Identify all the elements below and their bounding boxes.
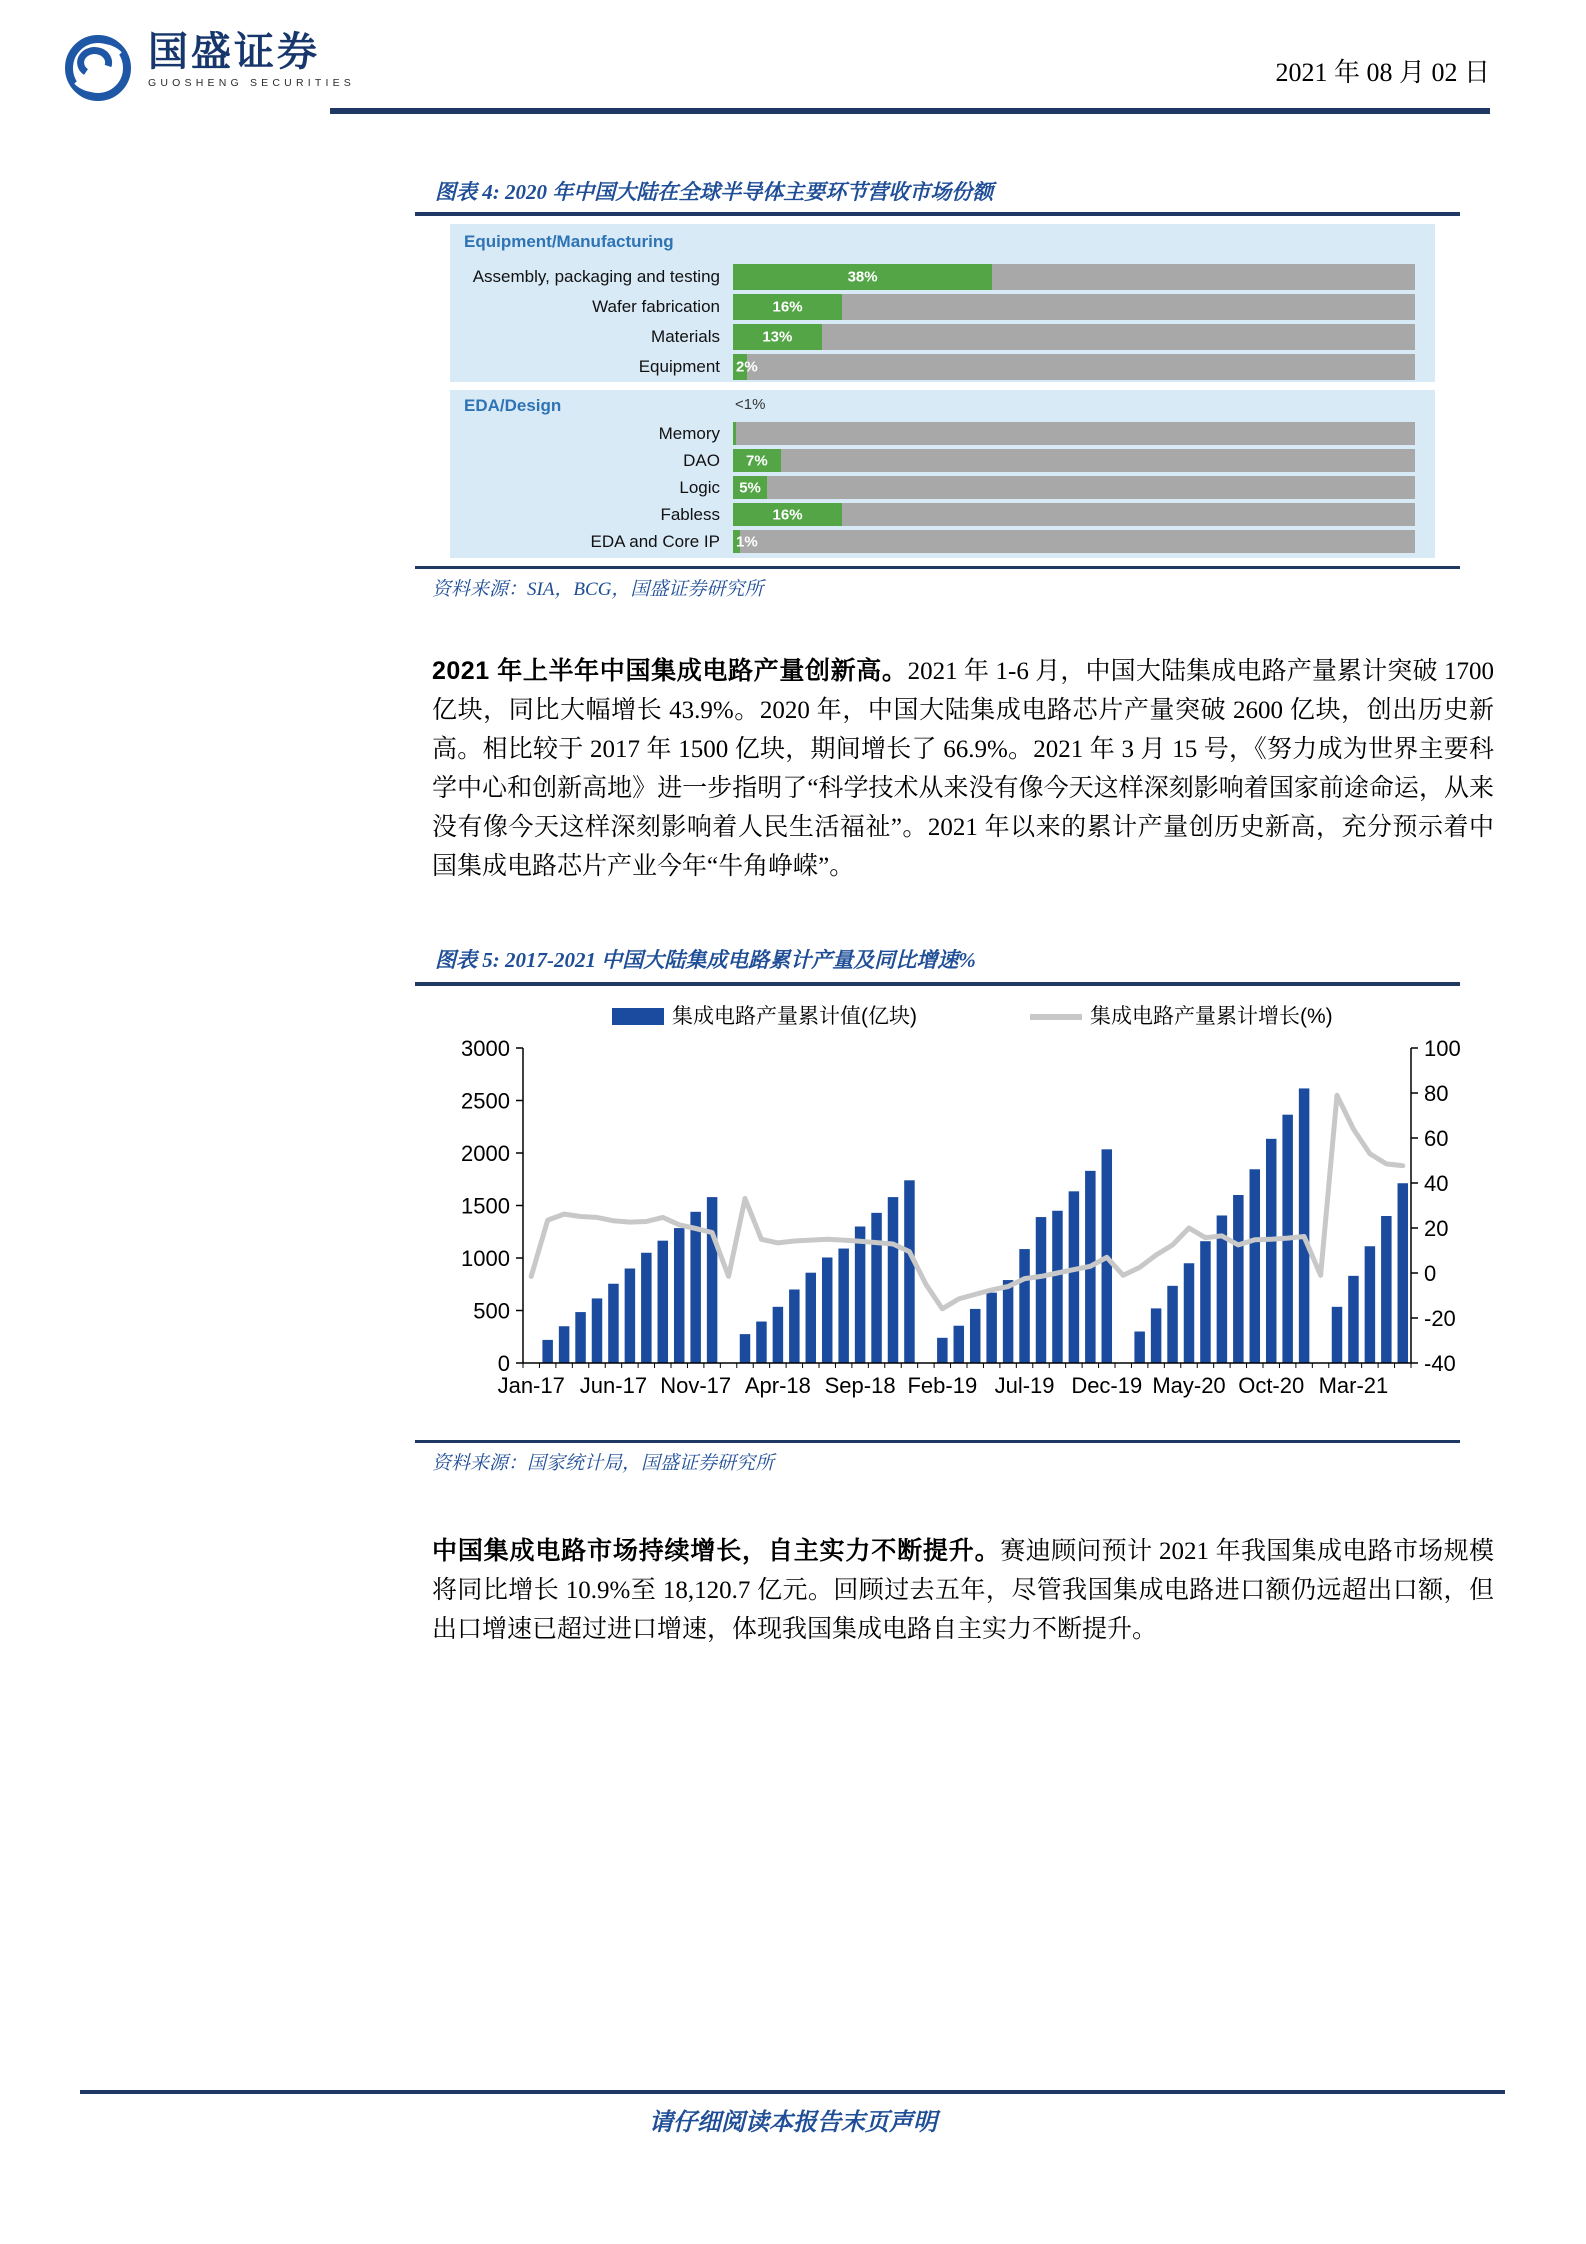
bar-Jul-19 xyxy=(1019,1249,1030,1363)
bar-value-label: 2% xyxy=(736,358,758,376)
x-tick-label: Mar-21 xyxy=(1318,1373,1389,1398)
bar-label: DAO xyxy=(683,450,720,470)
figure4-bar-row xyxy=(450,530,1435,553)
bar-Mar-18 xyxy=(756,1322,767,1363)
figure4-bar-row xyxy=(450,422,1435,445)
legend-bar-label: 集成电路产量累计值(亿块) xyxy=(672,1005,917,1028)
figure5-caption: 图表 5: 2017-2021 中国大陆集成电路累计产量及同比增速% xyxy=(435,948,976,972)
figure5-source-rule xyxy=(415,1440,1460,1443)
bar-track xyxy=(733,324,1415,350)
bar-label: Fabless xyxy=(660,504,720,524)
left-tick-label: 0 xyxy=(497,1351,510,1376)
x-tick-label: Oct-20 xyxy=(1238,1373,1305,1398)
bar-Apr-17 xyxy=(575,1312,586,1363)
bar-Mar-17 xyxy=(559,1326,570,1363)
right-tick-label: 100 xyxy=(1424,1036,1461,1061)
x-tick-label: Jun-17 xyxy=(579,1373,648,1398)
paragraph-ic-output-record xyxy=(432,652,1494,886)
bar-Oct-17 xyxy=(674,1228,685,1363)
bar-Feb-17 xyxy=(542,1340,552,1363)
logo-text-en: GUOSHENG SECURITIES xyxy=(148,77,355,89)
figure4-section-eda xyxy=(450,390,1435,558)
bar-Apr-21 xyxy=(1365,1246,1376,1363)
figure5-chart-svg xyxy=(420,998,1480,1430)
bar-Mar-19 xyxy=(954,1326,965,1363)
bar-track xyxy=(733,476,1415,499)
figure4-caption-rule xyxy=(415,212,1460,216)
bar-Jun-20 xyxy=(1200,1241,1211,1363)
x-tick-label: Jan-17 xyxy=(497,1373,565,1398)
footer-rule xyxy=(80,2090,1505,2094)
bar-Feb-19 xyxy=(937,1338,948,1363)
header xyxy=(62,32,355,109)
x-tick-label: Dec-19 xyxy=(1071,1373,1143,1398)
bar-label: Memory xyxy=(658,423,720,443)
footer-disclaimer: 请仔细阅读本报告末页声明 xyxy=(649,2110,937,2136)
bar-track xyxy=(733,530,1415,553)
left-tick-label: 2000 xyxy=(461,1141,510,1166)
bar-Nov-18 xyxy=(888,1197,899,1363)
bar-track xyxy=(733,354,1415,380)
x-tick-label: Apr-18 xyxy=(744,1373,811,1398)
bar-Oct-20 xyxy=(1266,1139,1277,1363)
figure4-bar-row xyxy=(450,354,1435,380)
bar-Jun-17 xyxy=(608,1284,619,1363)
figure5-caption-rule xyxy=(415,982,1460,986)
bar-label: Assembly, packaging and testing xyxy=(472,267,720,286)
paragraph-lead: 中国集成电路市场持续增长，自主实力不断提升。 xyxy=(432,1537,1001,1565)
left-tick-label: 500 xyxy=(473,1298,510,1324)
bar-Apr-18 xyxy=(773,1307,784,1363)
x-tick-label: Jul-19 xyxy=(994,1373,1055,1398)
bar-label: EDA and Core IP xyxy=(590,531,720,551)
bar-Aug-19 xyxy=(1036,1217,1047,1363)
bar-value-label: 16% xyxy=(772,506,803,523)
figure5-combo-chart xyxy=(420,998,1480,1430)
bar-Nov-17 xyxy=(690,1212,701,1363)
legend-line-label: 集成电路产量累计增长(%) xyxy=(1090,1005,1333,1028)
bar-Aug-18 xyxy=(838,1249,849,1363)
bar-Mar-21 xyxy=(1348,1276,1359,1363)
paragraph-body: 赛迪顾问预计 2021 年我国集成电路市场规模将同比增长 10.9%至 18,120.7 亿元。回顾过去五年，尽管我国集成电路进口额仍远超出口额，但出口增速已超过进口增速，体现我国集成电路自主实力不断提升。 xyxy=(432,1538,1494,1643)
right-tick-label: -40 xyxy=(1424,1351,1456,1376)
bar-Dec-17 xyxy=(707,1197,718,1363)
x-tick-label: May-20 xyxy=(1152,1373,1226,1398)
figure4-bar-row xyxy=(450,294,1435,320)
bar-Oct-18 xyxy=(871,1213,882,1363)
bar-May-19 xyxy=(986,1293,997,1363)
bar-Feb-18 xyxy=(740,1334,751,1363)
x-tick-label: Feb-19 xyxy=(907,1373,978,1398)
figure4-bar-row xyxy=(450,449,1435,472)
bar-Aug-17 xyxy=(641,1253,652,1363)
paragraph-body: 2021 年 1-6 月，中国大陆集成电路产量累计突破 1700 亿块，同比大幅增长 43.9%。2020 年，中国大陆集成电路芯片产量突破 2600 亿块，创出历史新高。相比较于 2017 年 1500 亿块，期间增长了 66.9%。2021 年 3 月 15 号，《努力成为世界主要科学中心和创新高地》进一步指明了“科学技术从来没有像今天这样深刻影响着国家前途命运，从来没有像今天这样深刻影响着人民生活福祉”。2021 年以来的累计产量创历史新高，充分预示着中国集成电路芯片产业今年“牛角峥嵘”。 xyxy=(432,658,1495,880)
bar-Jul-18 xyxy=(822,1257,833,1363)
logo-text-cn: 国盛证券 xyxy=(148,30,320,74)
left-tick-label: 1000 xyxy=(461,1246,510,1271)
bar-label: Materials xyxy=(651,327,720,346)
bar-value-label: 7% xyxy=(746,452,768,469)
bar-Jun-21 xyxy=(1398,1183,1409,1363)
bar-Apr-20 xyxy=(1167,1286,1178,1363)
header-rule xyxy=(330,108,1490,114)
bar-Jun-19 xyxy=(1003,1280,1014,1363)
figure4-bar-row xyxy=(450,476,1435,499)
bar-Oct-19 xyxy=(1069,1191,1080,1363)
bar-Apr-19 xyxy=(970,1309,981,1363)
bar-Mar-20 xyxy=(1151,1308,1162,1363)
guosheng-logo-icon xyxy=(62,32,134,109)
x-tick-label: Sep-18 xyxy=(824,1373,896,1398)
left-tick-label: 3000 xyxy=(461,1036,510,1061)
legend-bar-swatch xyxy=(612,1008,664,1025)
bar-label: Logic xyxy=(679,477,720,497)
bar-track xyxy=(733,449,1415,472)
figure4-bar-row xyxy=(450,503,1435,526)
bar-Sep-19 xyxy=(1052,1211,1063,1363)
bar-Jun-18 xyxy=(806,1273,817,1363)
left-tick-label: 2500 xyxy=(461,1088,510,1114)
x-tick-label: Nov-17 xyxy=(660,1373,732,1398)
bar-Sep-18 xyxy=(855,1227,866,1364)
figure4-source-rule xyxy=(415,566,1460,569)
figure5-source: 资料来源：国家统计局，国盛证券研究所 xyxy=(432,1453,775,1474)
bar-value-label: 13% xyxy=(762,328,793,346)
right-tick-label: 80 xyxy=(1424,1081,1449,1106)
bar-Sep-20 xyxy=(1250,1169,1261,1363)
bar-May-21 xyxy=(1381,1216,1392,1363)
figure4-bar-row xyxy=(450,324,1435,350)
bar-May-17 xyxy=(592,1298,603,1363)
bar-Dec-18 xyxy=(904,1180,915,1363)
bar-Aug-20 xyxy=(1233,1195,1244,1363)
figure4-section-header: EDA/Design xyxy=(464,396,562,415)
figure4-bar-row xyxy=(450,264,1435,290)
bar-Feb-20 xyxy=(1134,1332,1145,1364)
bar-May-18 xyxy=(789,1290,800,1364)
bar-Sep-17 xyxy=(658,1241,669,1363)
figure4-source: 资料来源：SIA，BCG，国盛证券研究所 xyxy=(432,579,764,600)
bar-May-20 xyxy=(1184,1263,1195,1363)
figure4-lt1pct-note: <1% xyxy=(735,396,766,413)
bar-Feb-21 xyxy=(1332,1307,1343,1363)
right-tick-label: 20 xyxy=(1424,1216,1449,1241)
bar-value-label: 38% xyxy=(847,268,878,286)
report-date: 2021 年 08 月 02 日 xyxy=(1275,58,1490,87)
bar-Dec-20 xyxy=(1299,1088,1310,1363)
figure4-caption: 图表 4: 2020 年中国大陆在全球半导体主要环节营收市场份额 xyxy=(435,180,994,204)
bar-value-label: 5% xyxy=(739,479,761,496)
bar-Jul-17 xyxy=(625,1269,636,1364)
figure4-section-equipment xyxy=(450,224,1435,382)
bar-value-segment xyxy=(733,422,736,445)
bar-value-label: 1% xyxy=(736,533,758,550)
paragraph-ic-market-growth xyxy=(432,1532,1494,1649)
bar-label: Wafer fabrication xyxy=(592,297,720,316)
right-tick-label: 0 xyxy=(1424,1261,1437,1286)
bar-track xyxy=(733,422,1415,445)
paragraph-lead: 2021 年上半年中国集成电路产量创新高。 xyxy=(432,657,908,685)
right-tick-label: -20 xyxy=(1424,1306,1456,1331)
figure4-section-header: Equipment/Manufacturing xyxy=(464,232,674,251)
bar-value-label: 16% xyxy=(772,298,803,316)
left-tick-label: 1500 xyxy=(461,1193,510,1219)
bar-label: Equipment xyxy=(638,357,720,376)
right-tick-label: 40 xyxy=(1424,1171,1449,1196)
right-tick-label: 60 xyxy=(1424,1126,1449,1151)
